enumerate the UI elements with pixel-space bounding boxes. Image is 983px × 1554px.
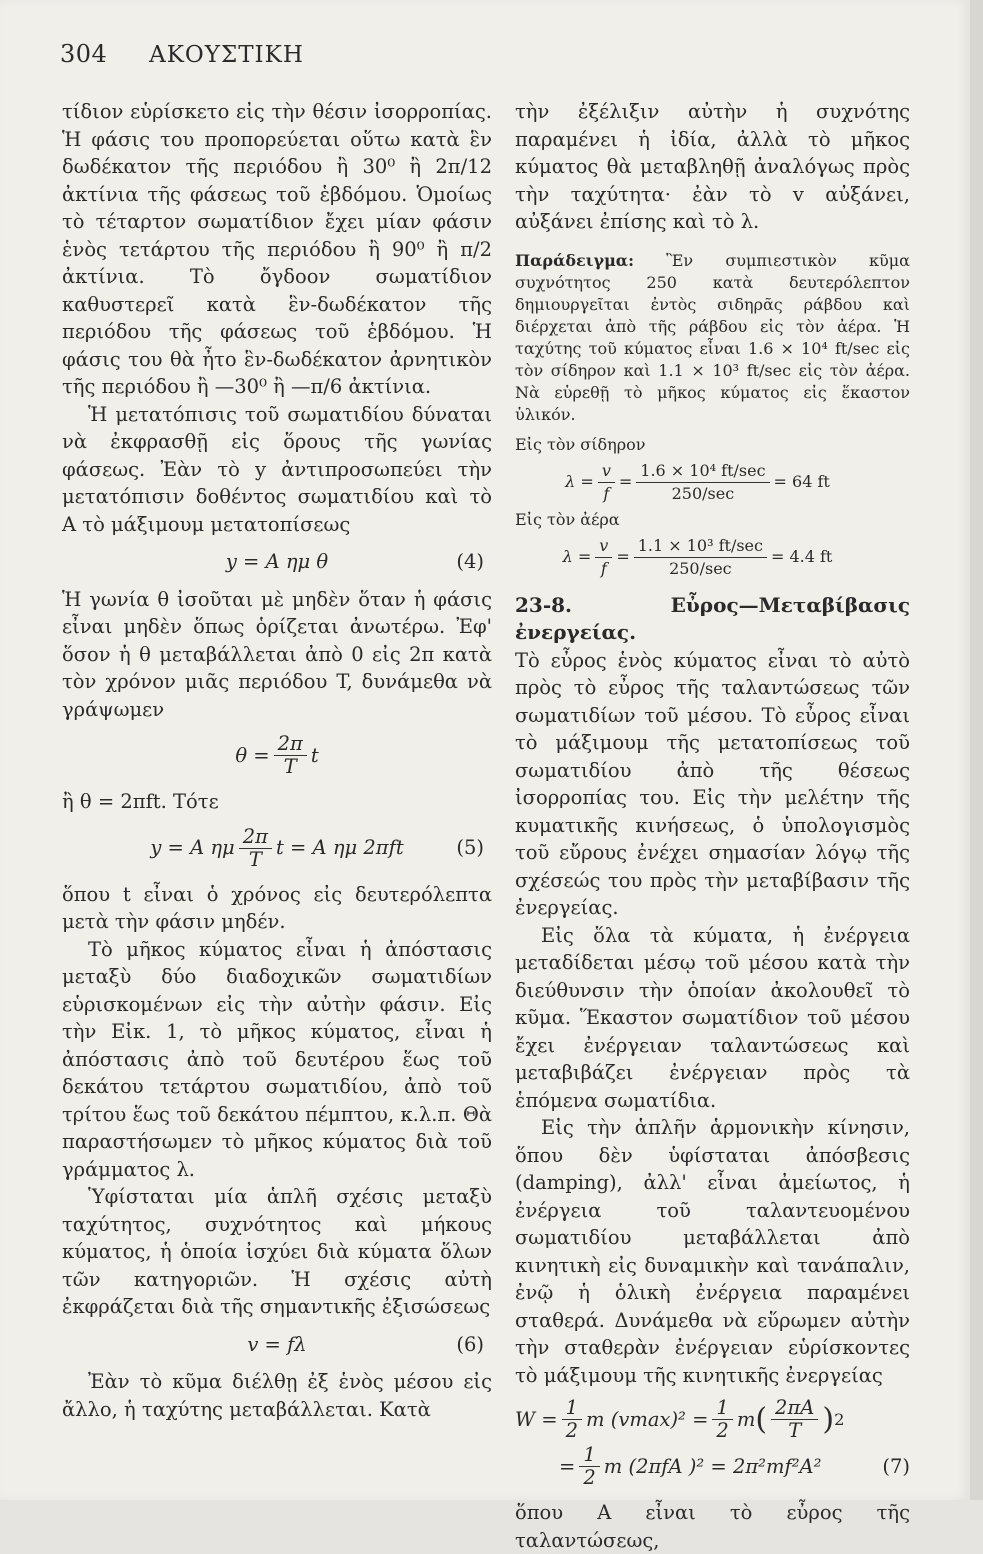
paragraph: Ἡ γωνία θ ἰσοῦται μὲ μηδὲν ὅταν ἡ φάσις εἶναι μηδὲν ὅπως ὁρίζεται ἀνωτέρω. Ἐφ' ὅσον ἡ θ μεταβάλλεται ἀπὸ 0 εἰς 2π κατὰ τὸν χρόνον μιᾶς περιόδου T, δυνάμεθα νὰ γράψωμεν: [62, 587, 492, 721]
fraction: $\frac{\text{1.6 × 10⁴ ft/sec}}{250/\sec}$: [636, 460, 769, 505]
fraction: $\frac{v}{f}$: [598, 460, 615, 505]
equation-theta: θ = $\frac{2\pi}{T}$ t: [235, 732, 319, 778]
air-label: Εἰς τὸν ἀέρα: [515, 509, 620, 529]
paragraph: Ἡ μετατόπισις τοῦ σωματιδίου δύναται νὰ ἐκφρασθῇ εἰς ὅρους τῆς γωνίας φάσεως. Ἐὰν τὸ y ἀντιπροσωπεύει τὴν μετατόπισιν δοθέντος σωματιδίου καὶ τὸ Α τὸ μάξιμουμ μετατοπίσεως: [62, 402, 492, 536]
fraction: $\frac{1}{2}$: [579, 1444, 599, 1489]
example-label: Παράδειγμα:: [515, 250, 635, 270]
equation-iron: λ = $\frac{v}{f}$ = $\frac{\text{1.6 × 10⁴ ft/sec}}{250/\sec}$ = 64 ft: [565, 460, 830, 503]
fraction: $\frac{2\pi}{T}$: [274, 733, 307, 778]
equation-6: v = fλ (6): [62, 1331, 492, 1359]
fraction: $\frac{2\pi A}{T}$: [771, 1397, 818, 1442]
paragraph: τὴν ἐξέλιξιν αὐτὴν ἡ συχνότης παραμένει ἡ ἰδία, ἀλλὰ τὸ μῆκος κύματος θὰ μεταβληθῇ ἀναλόγως πρὸς τὴν ταχύτητα· ἐὰν τὸ v αὐξάνει, αὐξάνει ἐπίσης καὶ τὸ λ.: [515, 100, 910, 233]
running-title: ΑΚΟΥΣΤΙΚΗ: [149, 42, 304, 68]
right-column: [515, 98, 910, 1554]
equation-number: (7): [882, 1454, 910, 1478]
page-number: 304: [60, 40, 108, 68]
equation-5: y = A ημ $\frac{2\pi}{T}$ t = A ημ 2πft (5): [150, 824, 484, 871]
paragraph: τίδιον εὑρίσκετο εἰς τὴν θέσιν ἰσορροπίας. Ἡ φάσις του προπορεύεται οὕτω κατὰ ἓν δωδέκατον τῆς περιόδου ἢ 30⁰ ἢ 2π/12 ἀκτίνια τῆς φάσεως τοῦ ἑβδόμου. Ὁμοίως τὸ τέταρτον σωματίδιον ἔχει μίαν φάσιν ἑνὸς τετάρτου τῆς περιόδου ἢ 90⁰ ἢ π/2 ἀκτίνια. Τὸ ὄγδοον σωματίδιον καθυστερεῖ κατὰ ἓν-δωδέκατον τῆς περιόδου τῆς φάσεως τοῦ ἑβδόμου. Ἡ φάσις του θὰ ἦτο ἓν-δωδέκατον ἀρνητικὸν τῆς περιόδου ἢ —30⁰ ἢ —π/6 ἀκτίνια.: [62, 100, 492, 398]
fraction: $\frac{v}{f}$: [595, 535, 612, 580]
paragraph: Εἰς ὅλα τὰ κύματα, ἡ ἐνέργεια μεταδίδεται μέσῳ τοῦ μέσου κατὰ τὴν διεύθυνσιν τὴν ὁποίαν ἀκολουθεῖ τὸ κῦμα. Ἕκαστον σωματίδιον τοῦ μέσου ἔχει ἐνέργειαν ταλαντώσεως καὶ μεταβιβάζει ἐνέργειαν πρὸς τὰ ἑπόμενα σωματίδια.: [515, 923, 910, 1112]
equation-number: (6): [456, 1332, 484, 1356]
page-edge: [970, 0, 983, 1500]
equation-4: y = A ημ θ (4): [62, 548, 492, 576]
equation-air: λ = $\frac{v}{f}$ = $\frac{\text{1.1 × 10³ ft/sec}}{250/\sec}$ = 4.4 ft: [562, 535, 833, 578]
fraction: $\frac{\text{1.1 × 10³ ft/sec}}{250/\sec}$: [634, 535, 767, 580]
equation-7a: W = $\frac{1}{2}$ m (vmax)² = $\frac{1}{2}$ m ( $\frac{2\pi A}{T}$ ) 2: [515, 1396, 845, 1442]
left-column: [62, 98, 492, 1423]
example-text: Ἓν συμπιεστικὸν κῦμα συχνότητος 250 κατὰ δευτερόλεπτον δημιουργεῖται ἐντὸς σιδηρᾶς ράβδου καὶ διέρχεται ἀπὸ τῆς ράβδου εἰς τὸν ἀέρα. Ἡ ταχύτης τοῦ κύματος εἶναι 1.6 × 10⁴ ft/sec εἰς τὸν σίδηρον καὶ 1.1 × 10³ ft/sec εἰς τὸν ἀέρα. Νὰ εὑρεθῇ τὸ μῆκος κύματος εἰς ἕκαστον ὑλικόν.: [515, 250, 910, 424]
equation-7b: = $\frac{1}{2}$ m (2πfA )² = 2π²mf²A² (7): [559, 1443, 910, 1489]
paragraph: Εἰς τὴν ἁπλῆν ἁρμονικὴν κίνησιν, ὅπου δὲν ὑφίσταται ἀπόσβεσις (damping), ἀλλ' εἶναι ἀμείωτος, ἡ ἐνέργεια τοῦ ταλαντευομένου σωματιδίου μεταβάλλεται ἀπὸ κινητικὴ εἰς δυναμικὴν καὶ τανάπαλιν, ἐνῷ ἡ ὁλικὴ ἐνέργεια παραμένει σταθερά. Δυνάμεθα νὰ εὕρωμεν αὐτὴν τὴν σταθερὰν ἐνέργειαν εὑρίσκοντες τὸ μάξιμουμ τῆς κινητικῆς ἐνεργείας: [515, 1116, 910, 1387]
paragraph: Τὸ μῆκος κύματος εἶναι ἡ ἀπόστασις μεταξὺ δύο διαδοχικῶν σωματιδίων εὑρισκομένων εἰς τὴν αὐτὴν φάσιν. Εἰς τὴν Εἰκ. 1, τὸ μῆκος κύματος, εἶναι ἡ ἀπόστασις ἀπὸ τοῦ δευτέρου ἕως τοῦ δεκάτου τετάρτου σωματιδίου, ἀπὸ τοῦ τρίτου ἕως τοῦ δεκάτου πέμπτου, κ.λ.π. Θὰ παραστήσωμεν τὸ μῆκος κύματος διὰ τοῦ γράμματος λ.: [62, 937, 492, 1181]
fraction: $\frac{1}{2}$: [562, 1397, 582, 1442]
paragraph: ὅπου A εἶναι τὸ εὖρος τῆς ταλαντώσεως,: [515, 1501, 910, 1552]
paragraph: ἢ θ = 2πft. Τότε: [62, 790, 219, 813]
section-heading: 23-8. Εὖρος—Μεταβίβασις ἐνεργείας.: [515, 592, 910, 644]
fraction: $\frac{1}{2}$: [712, 1397, 732, 1442]
example-block: [515, 250, 910, 426]
equation-number: (5): [456, 836, 484, 860]
paragraph: Τὸ εὖρος ἑνὸς κύματος εἶναι τὸ αὐτὸ πρὸς τὸ εὖρος τῆς ταλαντώσεως τῶν σωματιδίων τοῦ μέσου. Τὸ εὖρος εἶναι τὸ μάξιμουμ τῆς μετατοπίσεως τοῦ σωματιδίου ἀπὸ τῆς θέσεως ἰσορροπίας του. Εἰς τὴν μελέτην τῆς κυματικῆς κινήσεως, ὁ ὑπολογισμὸς τοῦ εὔρους ἐνέχει σημασίαν λόγῳ τῆς σχέσεώς του πρὸς τὴν μεταβίβασιν τῆς ἐνεργείας.: [515, 648, 910, 919]
page-header: [60, 40, 304, 68]
fraction: $\frac{2\pi}{T}$: [239, 826, 272, 871]
paragraph: Ὑφίσταται μία ἁπλῆ σχέσις μεταξὺ ταχύτητος, συχνότητος καὶ μήκους κύματος, ἡ ὁποία ἰσχύει διὰ κύματα ὅλων τῶν κατηγοριῶν. Ἡ σχέσις αὐτὴ ἐκφράζεται διὰ τῆς σημαντικῆς ἐξισώσεως: [62, 1185, 492, 1318]
paragraph: Ἐὰν τὸ κῦμα διέλθῃ ἐξ ἑνὸς μέσου εἰς ἄλλο, ἡ ταχύτης μεταβάλλεται. Κατὰ: [62, 1370, 492, 1421]
paragraph: ὅπου t εἶναι ὁ χρόνος εἰς δευτερόλεπτα μετὰ τὴν φάσιν μηδέν.: [62, 882, 492, 933]
iron-label: Εἰς τὸν σίδηρον: [515, 434, 646, 454]
equation-number: (4): [456, 550, 484, 573]
